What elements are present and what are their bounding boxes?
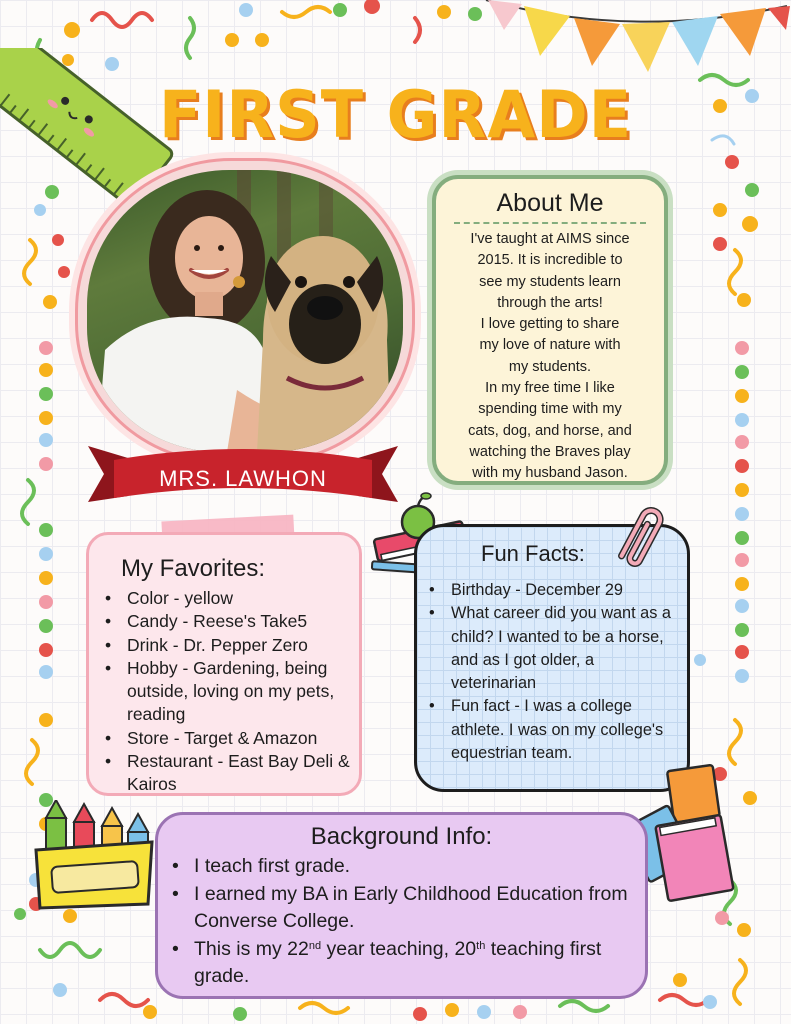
list-item: • Candy - Reese's Take5: [103, 610, 355, 633]
list-item: • Hobby - Gardening, being outside, loving on my pets, reading: [103, 657, 355, 727]
list-item: • Drink - Dr. Pepper Zero: [103, 634, 355, 657]
about-line: In my free time I like: [485, 380, 615, 397]
list-item: [170, 936, 633, 991]
about-line: I love getting to share: [480, 316, 620, 333]
teacher-name: MRS. LAWHON: [159, 466, 327, 491]
about-divider: [454, 222, 646, 224]
list-item: • Color - yellow: [103, 587, 355, 610]
list-item: • What career did you want as a child? I wanted to be a horse, and as I got older, a veterinarian: [427, 602, 681, 695]
fun-facts-title: Fun Facts:: [481, 541, 585, 566]
about-me-card: [432, 175, 668, 485]
teacher-photo-frame: [75, 158, 415, 464]
about-line: my love of nature with: [479, 337, 621, 354]
list-item: • I teach first grade.: [170, 853, 633, 881]
background-list: [170, 853, 633, 991]
about-body: [444, 229, 656, 485]
background-info-card: [155, 812, 648, 999]
list-item: • Fun fact - I was a college athlete. I was on my college's equestrian team.: [427, 695, 681, 765]
page-title: FIRST GRADE: [158, 76, 633, 153]
about-line: I've taught at AIMS since: [470, 231, 630, 247]
years-text: teaching first grade.: [194, 937, 602, 988]
favorites-list: [103, 587, 355, 797]
about-line: see my students learn: [479, 273, 621, 290]
years-text: This is my 22: [194, 937, 309, 960]
list-item: • Restaurant - East Bay Deli & Kairos: [103, 750, 355, 797]
about-line: cats, dog, and horse, and: [468, 422, 632, 439]
list-item: • Store - Target & Amazon: [103, 727, 355, 750]
about-line: spending time with my: [478, 401, 622, 418]
list-item: • Birthday - December 29: [427, 579, 681, 602]
fun-facts-list: [427, 579, 681, 765]
list-item: • I earned my BA in Early Childhood Education from Converse College.: [170, 881, 633, 936]
paperclip-icon: [614, 502, 664, 574]
about-line: watching the Braves play: [469, 443, 631, 460]
about-line: with my husband Jason.: [472, 465, 628, 482]
background-title: Background Info:: [310, 823, 493, 850]
bunting-decoration: [482, 0, 791, 80]
ordinal-suffix: th: [476, 939, 486, 952]
about-title: About Me: [496, 189, 604, 217]
ordinal-suffix: nd: [308, 939, 322, 952]
teacher-photo: [87, 170, 403, 452]
about-line: through the arts!: [497, 294, 603, 311]
about-line: my students.: [508, 358, 592, 375]
name-banner: [88, 438, 398, 508]
favorites-title: My Favorites:: [121, 555, 266, 582]
about-line: 2015. It is incredible to: [477, 252, 623, 269]
favorites-card: [86, 532, 362, 796]
years-text: year teaching, 20: [321, 937, 477, 960]
crayon-box-icon: [32, 800, 156, 912]
